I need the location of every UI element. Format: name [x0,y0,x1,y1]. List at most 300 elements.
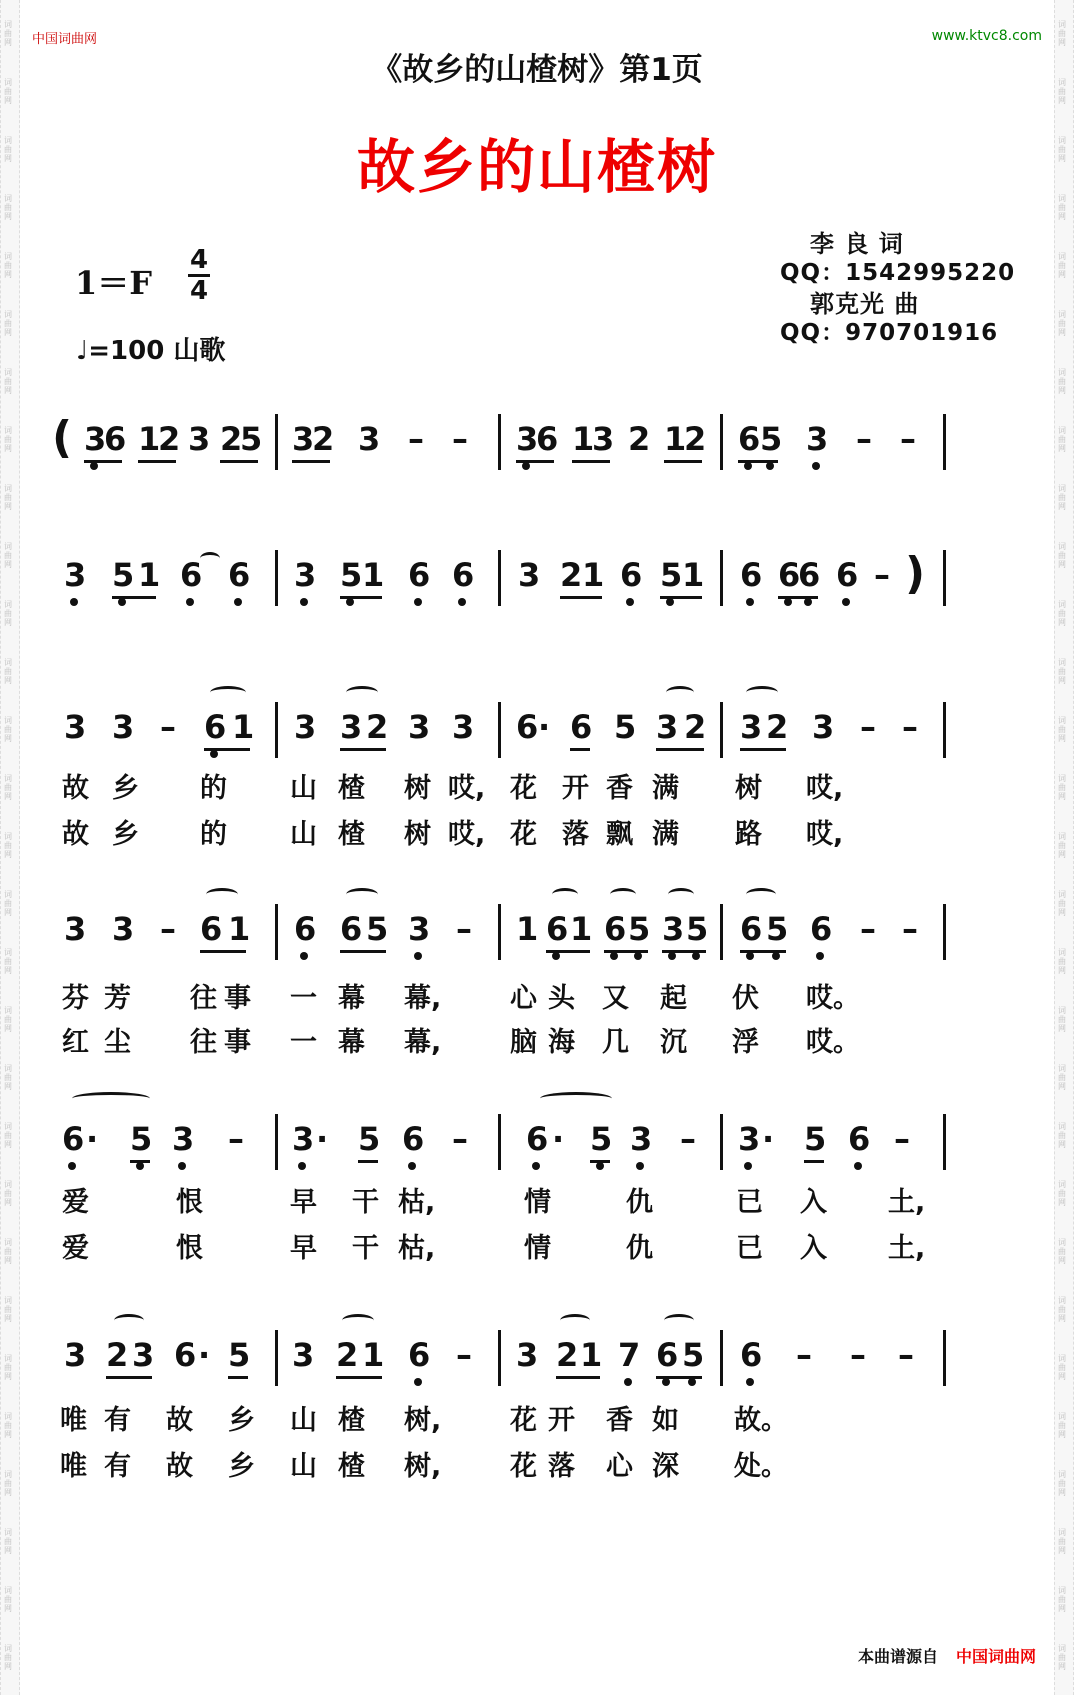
right-margin-strip [1054,0,1074,1695]
octave-dot [772,952,780,960]
lyricist: 李 良 词 [810,230,904,258]
note: – [456,1336,472,1374]
lyric: 树, [404,1405,442,1436]
lyric: 落 [562,819,589,850]
note: 3 [630,1120,653,1158]
octave-dot [842,598,850,606]
note: 3 [64,910,87,948]
octave-dot [596,1162,604,1170]
note: 1 [682,556,705,594]
note: 3 [84,420,107,458]
tie-arc [210,686,246,699]
lyric: 情 [524,1187,551,1218]
lyric: 哎。 [806,983,860,1014]
barline [498,414,501,470]
side-watermark-left: 词曲网 [4,136,12,163]
octave-dot [816,952,824,960]
side-watermark-left: 词曲网 [4,948,12,975]
note: 2 [106,1336,129,1374]
barline [943,904,946,960]
octave-dot [300,952,308,960]
beam-underline [556,1376,600,1379]
octave-dot [784,598,792,606]
note: 3 [294,708,317,746]
note: 6 [570,708,593,746]
lyric: 楂 [338,1405,365,1436]
note: 6 [620,556,643,594]
octave-dot [186,598,194,606]
note: · [86,1120,99,1158]
lyric: 楂 [338,773,365,804]
side-watermark-left: 词曲网 [4,1644,12,1671]
side-watermark-right: 词曲网 [1058,716,1066,743]
barline [275,1330,278,1386]
note: – [894,1120,910,1158]
lyric: 红 [62,1027,89,1058]
note: 3 [294,556,317,594]
octave-dot [532,1162,540,1170]
note: – [228,1120,244,1158]
note: 3 [662,910,685,948]
note: 6 [516,708,539,746]
tie-arc [346,888,378,901]
lyric: 一 [290,1027,317,1058]
note: 3 [358,420,381,458]
note: 2 [684,420,707,458]
note: · [198,1336,211,1374]
tie-arc [560,1314,590,1327]
lyric: 故 [62,819,89,850]
lyric: 故 [62,773,89,804]
side-watermark-right: 词曲网 [1058,1644,1066,1671]
lyric: 山 [290,819,317,850]
footer-source [858,1644,1036,1667]
side-watermark-right: 词曲网 [1058,542,1066,569]
octave-dot [746,1378,754,1386]
beam-underline [84,460,122,463]
note: 3 [132,1336,155,1374]
note: – [902,910,918,948]
lyric: 伏 [732,983,759,1014]
side-watermark-left: 词曲网 [4,1238,12,1265]
side-watermark-left: 词曲网 [4,1180,12,1207]
barline [275,550,278,606]
side-watermark-right: 词曲网 [1058,600,1066,627]
note: 1 [228,910,251,948]
tie-arc [72,1092,150,1105]
note: 3 [518,556,541,594]
side-watermark-left: 词曲网 [4,194,12,221]
lyric: 树 [404,819,431,850]
note: 6 [340,910,363,948]
lyric: 已 [736,1233,763,1264]
beam-underline [204,748,250,751]
lyric: 恨 [176,1233,203,1264]
side-watermark-right: 词曲网 [1058,1586,1066,1613]
side-watermark-right: 词曲网 [1058,1470,1066,1497]
lyric: 香 [606,1405,633,1436]
beam-underline [662,950,706,953]
octave-dot [626,598,634,606]
note: 2 [220,420,243,458]
note: – [850,1336,866,1374]
note: 2 [766,708,789,746]
beam-underline [572,460,610,463]
note: 3 [172,1120,195,1158]
note: 5 [130,1120,153,1158]
note: 3 [516,1336,539,1374]
lyric: 的 [200,773,227,804]
beam-underline [138,460,176,463]
octave-dot [414,1378,422,1386]
note: – [898,1336,914,1374]
octave-dot [210,750,218,758]
side-watermark-right: 词曲网 [1058,1412,1066,1439]
side-watermark-right: 词曲网 [1058,1238,1066,1265]
barline [943,1114,946,1170]
beam-underline [358,1160,378,1163]
side-watermark-right: 词曲网 [1058,890,1066,917]
lyric: 开 [548,1405,575,1436]
side-watermark-left: 词曲网 [4,1412,12,1439]
lyric: 故 [166,1451,193,1482]
lyric: 浮 [732,1027,759,1058]
note: · [538,708,551,746]
note: 5 [590,1120,613,1158]
lyric: 花 [510,773,537,804]
octave-dot [118,598,126,606]
octave-dot [90,462,98,470]
note: 2 [560,556,583,594]
beam-underline [740,748,786,751]
note: 6 [228,556,251,594]
barline [720,1114,723,1170]
left-margin-strip [0,0,20,1695]
lyric: 幕 [338,983,365,1014]
octave-dot [666,598,674,606]
note: 6 [536,420,559,458]
lyric: 已 [736,1187,763,1218]
lyric: 有 [104,1405,131,1436]
footer-site[interactable]: 中国词曲网 [955,1647,1036,1666]
note: 1 [570,910,593,948]
side-watermark-left: 词曲网 [4,1528,12,1555]
beam-underline [340,596,382,599]
beam-underline [228,1376,248,1379]
lyric: 的 [200,819,227,850]
beam-underline [340,748,386,751]
note: 6 [174,1336,197,1374]
barline [720,414,723,470]
barline [275,702,278,758]
note: 6 [402,1120,425,1158]
lyric: 早 [290,1187,317,1218]
side-watermark-left: 词曲网 [4,1354,12,1381]
tie-arc [668,888,694,901]
lyric: 入 [800,1187,827,1218]
note: 6 [604,910,627,948]
barline [275,414,278,470]
lyric: 树 [735,773,762,804]
lyric: 爱 [62,1187,89,1218]
note: – [680,1120,696,1158]
note: 5 [366,910,389,948]
lyric: 深 [652,1451,679,1482]
note: 3 [112,708,135,746]
lyric: 脑 [510,1027,537,1058]
barline [498,1114,501,1170]
side-watermark-right: 词曲网 [1058,136,1066,163]
beam-underline [664,460,702,463]
beam-underline [546,950,590,953]
beam-underline [604,950,648,953]
side-watermark-left: 词曲网 [4,658,12,685]
lyric: 起 [660,983,687,1014]
octave-dot [552,952,560,960]
lyric: 乡 [228,1405,255,1436]
note: 5 [614,708,637,746]
lyric: 幕 [338,1027,365,1058]
beam-underline [656,1376,702,1379]
note: 6 [798,556,821,594]
octave-dot [178,1162,186,1170]
lyric: 山 [290,1405,317,1436]
lyric: 海 [548,1027,575,1058]
note: 3 [740,708,763,746]
side-watermark-right: 词曲网 [1058,774,1066,801]
lyric: 往 [190,1027,217,1058]
barline [943,550,946,606]
side-watermark-right: 词曲网 [1058,78,1066,105]
side-watermark-left: 词曲网 [4,716,12,743]
octave-dot [746,598,754,606]
side-watermark-left: 词曲网 [4,310,12,337]
lyric: 一 [290,983,317,1014]
note: 6 [294,910,317,948]
lyric: 哎, [806,773,844,804]
octave-dot [522,462,530,470]
octave-dot [414,598,422,606]
lyric: 头 [548,983,575,1014]
side-watermark-left: 词曲网 [4,774,12,801]
barline [498,702,501,758]
lyric: 心 [510,983,537,1014]
note: · [316,1120,329,1158]
octave-dot [634,952,642,960]
tie-arc [664,1314,694,1327]
side-watermark-right: 词曲网 [1058,1006,1066,1033]
side-watermark-right: 词曲网 [1058,1180,1066,1207]
note: 3 [64,708,87,746]
octave-dot [804,598,812,606]
note: – [860,708,876,746]
lyric: 哎, [448,773,486,804]
side-watermark-left: 词曲网 [4,484,12,511]
note: 6 [62,1120,85,1158]
note: – [860,910,876,948]
lyric: 哎, [448,819,486,850]
note: 5 [760,420,783,458]
lyric: 开 [562,773,589,804]
composer-qq: QQ：970701916 [780,320,999,346]
lyric: 落 [548,1451,575,1482]
lyric: 事 [224,1027,251,1058]
note: – [160,910,176,948]
lyric: 心 [606,1451,633,1482]
octave-dot [346,598,354,606]
tie-arc [114,1314,144,1327]
tie-arc [610,888,636,901]
note: 6 [740,1336,763,1374]
side-watermark-right: 词曲网 [1058,1064,1066,1091]
tempo-marking: ♩=100 山歌 [76,336,226,366]
note: 3 [738,1120,761,1158]
side-watermark-right: 词曲网 [1058,310,1066,337]
open-paren: ( [52,412,73,463]
note: · [762,1120,775,1158]
tie-arc [746,686,778,699]
lyric: 幕, [404,983,442,1014]
note: 6 [740,910,763,948]
watermark-left: 中国词曲网 [32,32,98,47]
lyric: 干 [352,1233,379,1264]
side-watermark-right: 词曲网 [1058,1122,1066,1149]
lyric: 楂 [338,819,365,850]
side-watermark-left: 词曲网 [4,252,12,279]
octave-dot [408,1162,416,1170]
song-title: 故乡的山楂树 [356,133,717,201]
side-watermark-left: 词曲网 [4,1122,12,1149]
note: 6 [836,556,859,594]
octave-dot [746,952,754,960]
note: 3 [656,708,679,746]
note: 3 [452,708,475,746]
lyric: 故 [166,1405,193,1436]
note: – [874,556,890,594]
note: 6 [200,910,223,948]
beam-underline [336,1376,382,1379]
lyric: 楂 [338,1451,365,1482]
side-watermark-right: 词曲网 [1058,1296,1066,1323]
note: – [902,708,918,746]
side-watermark-left: 词曲网 [4,1064,12,1091]
octave-dot [136,1162,144,1170]
note: 7 [618,1336,641,1374]
note: 1 [232,708,255,746]
side-watermark-left: 词曲网 [4,368,12,395]
octave-dot [70,598,78,606]
note: 5 [240,420,263,458]
lyric: 土, [888,1233,926,1264]
note: – [900,420,916,458]
beam-underline [778,596,818,599]
note: 6 [180,556,203,594]
page-title: 《故乡的山楂树》第1页 [371,52,703,88]
tie-arc [540,1092,612,1105]
lyric: 乡 [228,1451,255,1482]
lyric: 山 [290,1451,317,1482]
note: 3 [516,420,539,458]
beam-underline [106,1376,152,1379]
time-bottom: 4 [189,276,209,306]
lyric: 满 [652,819,679,850]
lyric: 干 [352,1187,379,1218]
side-watermark-right: 词曲网 [1058,426,1066,453]
lyric: 入 [800,1233,827,1264]
note: – [796,1336,812,1374]
note: 6 [408,1336,431,1374]
note: 1 [362,1336,385,1374]
lyric: 沉 [660,1027,687,1058]
note: 3 [812,708,835,746]
octave-dot [636,1162,644,1170]
tie-arc [666,686,694,699]
note: – [456,910,472,948]
barline [943,1330,946,1386]
lyric: 幕, [404,1027,442,1058]
beam-underline [112,596,156,599]
lyric: 哎, [806,819,844,850]
lyric: 爱 [62,1233,89,1264]
lyric: 树, [404,1451,442,1482]
note: 3 [188,420,211,458]
barline [720,1330,723,1386]
side-watermark-right: 词曲网 [1058,20,1066,47]
note: 6 [408,556,431,594]
beam-underline [660,596,702,599]
lyric: 恨 [176,1187,203,1218]
lyric: 尘 [104,1027,131,1058]
note: 6 [452,556,475,594]
composer: 郭克光 曲 [810,290,920,318]
lyric: 哎。 [806,1027,860,1058]
note: 1 [138,556,161,594]
note: 6 [204,708,227,746]
octave-dot [300,598,308,606]
side-watermark-left: 词曲网 [4,542,12,569]
beam-underline [656,748,704,751]
side-watermark-left: 词曲网 [4,600,12,627]
note: 6 [778,556,801,594]
lyric: 往 [190,983,217,1014]
tie-arc [552,888,578,901]
octave-dot [234,598,242,606]
lyric: 唯 [60,1405,87,1436]
lyric: 唯 [60,1451,87,1482]
octave-dot [688,1378,696,1386]
lyric: 如 [652,1405,679,1436]
tie-arc [346,686,378,699]
key-signature: 1＝F [75,264,152,302]
note: 1 [582,556,605,594]
watermark-right[interactable]: www.ktvc8.com [931,28,1042,44]
beam-underline [570,748,590,751]
note: 5 [228,1336,251,1374]
octave-dot [692,952,700,960]
tie-arc [746,888,776,901]
lyric: 山 [290,773,317,804]
side-watermark-left: 词曲网 [4,890,12,917]
side-watermark-left: 词曲网 [4,1586,12,1613]
lyric: 几 [602,1027,629,1058]
close-paren: ) [905,548,926,599]
side-watermark-left: 词曲网 [4,1006,12,1033]
octave-dot [744,1162,752,1170]
note: 2 [366,708,389,746]
side-watermark-right: 词曲网 [1058,948,1066,975]
note: 2 [628,420,651,458]
barline [275,904,278,960]
